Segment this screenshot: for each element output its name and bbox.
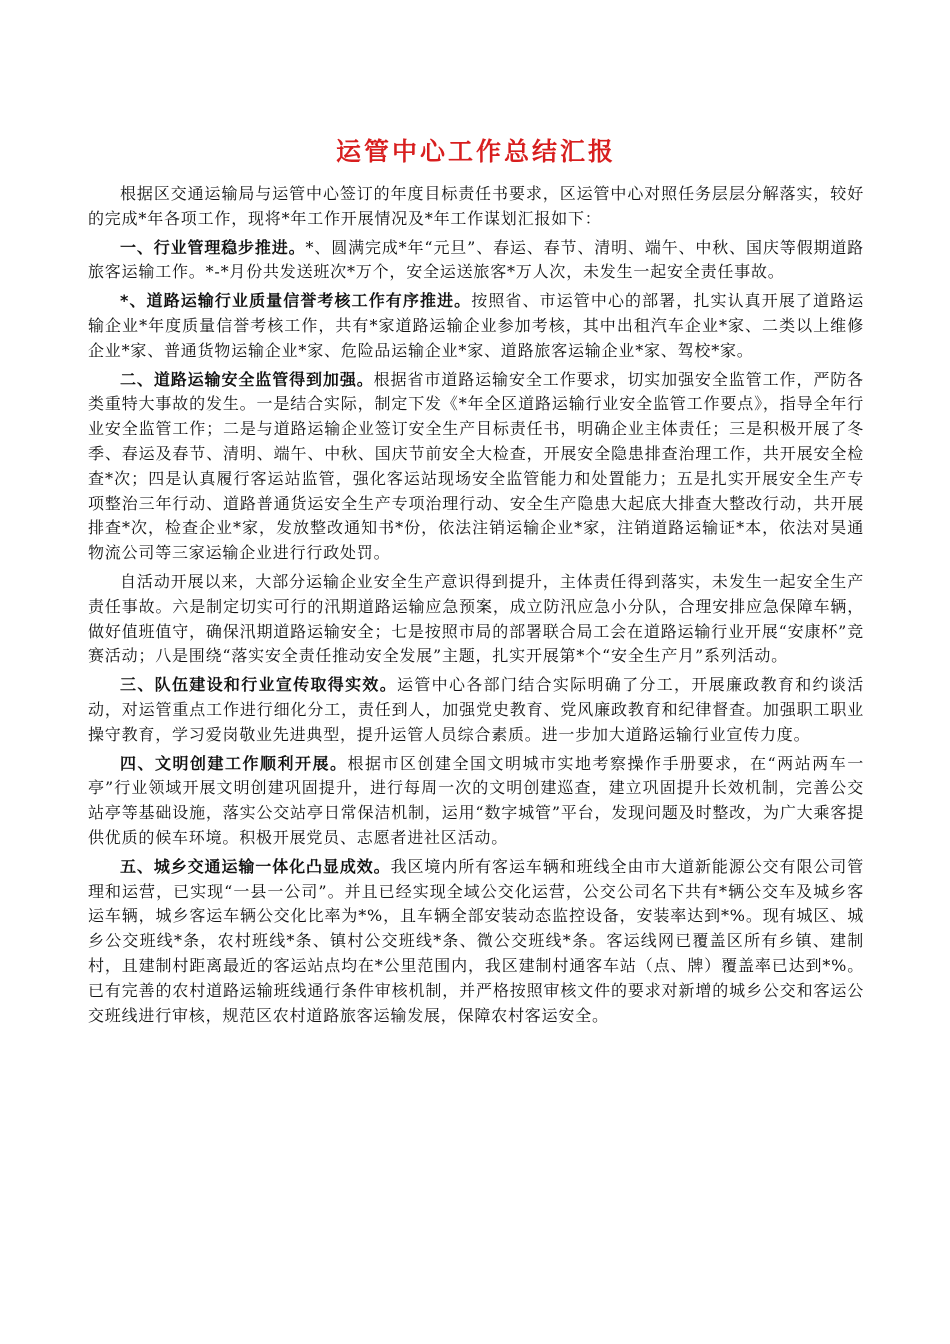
paragraph-body: 按照省、市运管中心的部署，扎实认真开展了道路运输企业*年度质量信誉考核工作，共有*家道路运输企业参加考核，其中出租汽车企业*家、二类以上维修企业*家、普通货物运输企业*家、危险品运输企业*家、道路旅客运输企业*家、驾校*家。 xyxy=(88,291,864,360)
paragraph-team-building xyxy=(88,673,864,747)
paragraph-safety-results xyxy=(88,570,864,669)
section-heading: *、道路运输行业质量信誉考核工作有序推进。 xyxy=(120,291,472,311)
section-heading: 五、城乡交通运输一体化凸显成效。 xyxy=(120,856,391,876)
section-heading: 二、道路运输安全监管得到加强。 xyxy=(120,369,374,389)
document-page xyxy=(88,132,864,1032)
section-heading: 一、行业管理稳步推进。 xyxy=(120,237,306,257)
paragraph-credit-assessment xyxy=(88,289,864,363)
paragraph-safety-supervision xyxy=(88,368,864,566)
paragraph-body: *、圆满完成*年“元旦”、春运、春节、清明、端午、中秋、国庆等假期道路旅客运输工作。*-*月份共发送班次*万个，安全运送旅客*万人次，未发生一起安全责任事故。 xyxy=(88,237,864,282)
paragraph-body: 根据市区创建全国文明城市实地考察操作手册要求，在“两站两车一亭”行业领域开展文明创建巩固提升，进行每周一次的文明创建巡查，建立巩固提升长效机制，完善公交站亭等基础设施，落实公交站亭日常保洁机制，运用“数字城管”平台，发现问题及时整改，为广大乘客提供优质的候车环境。积极开展党员、志愿者进社区活动。 xyxy=(88,753,865,847)
paragraph-civilization xyxy=(88,752,864,851)
paragraph-body: 根据区交通运输局与运管中心签订的年度目标责任书要求，区运管中心对照任务层层分解落实，较好的完成*年各项工作，现将*年工作开展情况及*年工作谋划汇报如下： xyxy=(88,184,864,228)
section-heading: 四、文明创建工作顺利开展。 xyxy=(120,753,348,773)
section-heading: 三、队伍建设和行业宣传取得实效。 xyxy=(120,675,398,695)
document-title: 运管中心工作总结汇报 xyxy=(335,137,616,166)
paragraph-industry-management xyxy=(88,236,864,286)
paragraph-urban-rural-integration xyxy=(88,855,864,1029)
paragraph-intro xyxy=(88,182,864,232)
paragraph-body: 运管中心各部门结合实际明确了分工，开展廉政教育和约谈活动，对运管重点工作进行细化分工，责任到人，加强党史教育、党风廉政教育和纪律督查。加强职工职业操守教育，学习爱岗敬业先进典型，提升运管人员综合素质。进一步加大道路运输行业宣传力度。 xyxy=(88,675,864,744)
paragraph-body: 我区境内所有客运车辆和班线全由市大道新能源公交有限公司管理和运营，已实现“一县一公司”。并且已经实现全域公交化运营，公交公司名下共有*辆公交车及城乡客运车辆，城乡客运车辆公交化比率为*%，且车辆全部安装动态监控设备，安装率达到*%。现有城区、城乡公交班线*条，农村班线*条、镇村公交班线*条、微公交班线*条。客运线网已覆盖区所有乡镇、建制村，且建制村距离最近的客运站点均在*公里范围内，我区建制村通客车站（点、牌）覆盖率已达到*%。已有完善的农村道路运输班线通行条件审核机制，并严格按照审核文件的要求对新增的城乡公交和客运公交班线进行审核，规范区农村道路旅客运输发展，保障农村客运安全。 xyxy=(88,856,864,1025)
paragraph-body: 自活动开展以来，大部分运输企业安全生产意识得到提升，主体责任得到落实，未发生一起安全生产责任事故。六是制定切实可行的汛期道路运输应急预案，成立防汛应急小分队，合理安排应急保障车辆，做好值班值守，确保汛期道路运输安全；七是按照市局的部署联合局工会在道路运输行业开展“安康杯”竞赛活动；八是围绕“落实安全责任推动安全发展”主题，扎实开展第*个“安全生产月”系列活动。 xyxy=(88,571,864,666)
paragraph-body: 根据省市道路运输安全工作要求，切实加强安全监管工作，严防各类重特大事故的发生。一是结合实际，制定下发《*年全区道路运输行业安全监管工作要点》，指导全年行业安全监管工作；二是与道路运输企业签订安全生产目标责任书，明确企业主体责任；三是积极开展了冬季、春运及春节、清明、端午、中秋、国庆节前安全大检查，开展安全隐患排查治理工作，共开展安全检查*次；四是认真履行客运站监管，强化客运站现场安全监管能力和处置能力；五是扎实开展安全生产专项整治三年行动、道路普通货运安全生产专项治理行动、安全生产隐患大起底大排查大整改行动，共开展排查*次，检查企业*家，发放整改通知书*份，依法注销运输企业*家，注销道路运输证*本，依法对昊通物流公司等三家运输企业进行行政处罚。 xyxy=(88,369,864,563)
